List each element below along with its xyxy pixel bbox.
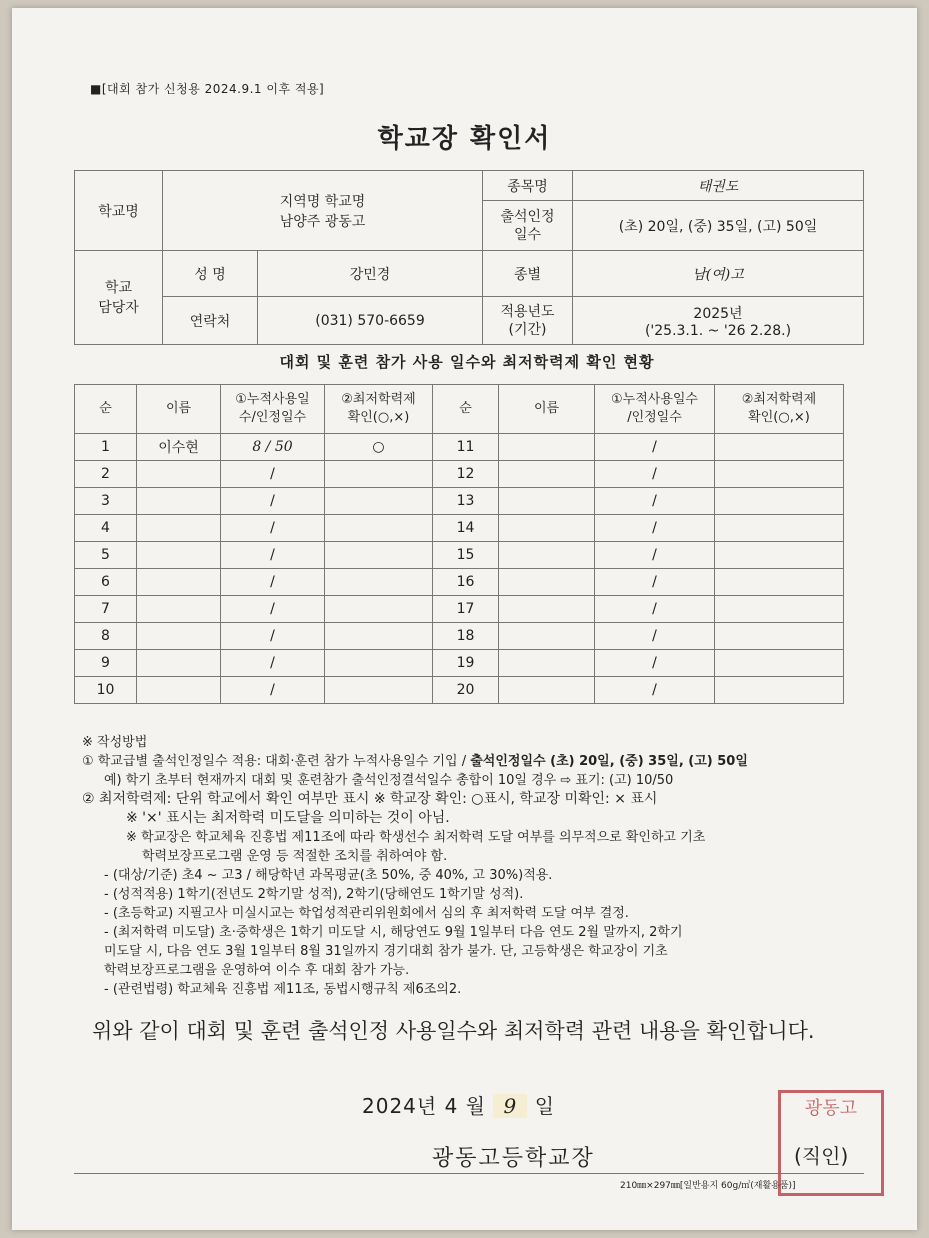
table-cell (325, 461, 433, 488)
table-cell: / (221, 461, 325, 488)
table-cell: / (595, 596, 715, 623)
note-line: 학력보장프로그램을 운영하여 이수 후 대회 참가 가능. (104, 963, 410, 978)
table-cell: 2 (75, 461, 137, 488)
status-table (74, 384, 844, 704)
table-cell: 9 (75, 650, 137, 677)
note-line: - (최저학력 미도달) 초·중학생은 1학기 미도달 시, 해당연도 9월 1일부터 다음 연도 2월 말까지, 2학기 (104, 925, 683, 940)
table-cell (499, 650, 595, 677)
attendance-value: (초) 20일, (중) 35일, (고) 50일 (573, 201, 864, 251)
note-line: - (관련법령) 학교체육 진흥법 제11조, 동법시행규칙 제6조의2. (104, 982, 462, 997)
date-month-unit: 월 (465, 1094, 486, 1118)
table-cell: / (221, 542, 325, 569)
table-cell: 16 (433, 569, 499, 596)
section-title: 대회 및 훈련 참가 사용 일수와 최저학력제 확인 현황 (279, 353, 655, 371)
issue-date (362, 1090, 555, 1119)
table-cell: / (221, 569, 325, 596)
year-cell (573, 297, 864, 345)
year-value: 2025년 (693, 305, 743, 322)
date-day: 9 (493, 1094, 527, 1118)
table-cell: 1 (75, 434, 137, 461)
table-cell: 10 (75, 677, 137, 704)
table-cell (499, 434, 595, 461)
document-page (12, 8, 917, 1230)
footer-divider (74, 1173, 864, 1174)
header-cell: 순 (433, 385, 499, 434)
principal-name: 광동고등학교장 (432, 1146, 595, 1171)
table-cell (715, 569, 844, 596)
table-cell (137, 623, 221, 650)
name-value: 강민경 (258, 251, 483, 297)
table-cell (325, 542, 433, 569)
note-line: - (초등학교) 지필고사 미실시교는 학업성적관리위원회에서 심의 후 최저학력 도달 여부 결정. (104, 906, 629, 921)
school-value: 남양주 광동고 (279, 213, 366, 230)
table-cell: 18 (433, 623, 499, 650)
notes-block (82, 733, 872, 999)
table-row (75, 488, 844, 515)
header-cell: ②최저학력제 확인(○,×) (715, 385, 844, 434)
table-cell (715, 596, 844, 623)
table-cell: / (221, 623, 325, 650)
page-title: 학교장 확인서 (377, 124, 552, 154)
header-cell: 이름 (137, 385, 221, 434)
note-line (82, 752, 872, 771)
year-label: 적용년도 (기간) (483, 297, 573, 345)
school-cell (163, 171, 483, 251)
info-table (74, 170, 864, 345)
table-cell: 7 (75, 596, 137, 623)
table-cell: / (221, 515, 325, 542)
header-cell: ①누적사용일수 /인정일수 (595, 385, 715, 434)
table-cell: / (595, 623, 715, 650)
note-text: ① 학교급별 출석인정일수 적용: 대회·훈련 참가 누적사용일수 기입 / (82, 754, 471, 769)
table-body (75, 434, 844, 704)
gender-label: 종별 (483, 251, 573, 297)
table-row (75, 569, 844, 596)
table-cell (137, 461, 221, 488)
table-cell: 8 / 50 (221, 434, 325, 461)
table-cell: / (595, 434, 715, 461)
table-cell (137, 596, 221, 623)
table-row (75, 623, 844, 650)
note-line: 예) 학기 초부터 현재까지 대회 및 훈련참가 출석인정결석일수 총합이 10일 경우 ⇨ 표기: (고) 10/50 (104, 773, 674, 788)
notes-heading: ※ 작성방법 (82, 735, 148, 750)
school-label: 학교명 (75, 171, 163, 251)
table-cell (715, 623, 844, 650)
table-cell (499, 515, 595, 542)
table-cell: / (595, 569, 715, 596)
table-cell (499, 623, 595, 650)
table-cell: / (595, 515, 715, 542)
table-cell: / (595, 677, 715, 704)
note-line: 학력보장프로그램 운영 등 적절한 조치를 취하여야 함. (142, 849, 448, 864)
note-emphasis: 출석인정일수 (초) 20일, (중) 35일, (고) 50일 (470, 754, 748, 769)
table-row (75, 677, 844, 704)
name-label: 성 명 (163, 251, 258, 297)
table-cell (137, 650, 221, 677)
table-cell: 17 (433, 596, 499, 623)
table-cell (325, 569, 433, 596)
table-cell: / (221, 488, 325, 515)
table-cell: 이수현 (137, 434, 221, 461)
table-cell (325, 677, 433, 704)
table-cell: 15 (433, 542, 499, 569)
manager-label: 학교 담당자 (75, 251, 163, 345)
table-cell: / (221, 677, 325, 704)
note-line: - (성적적용) 1학기(전년도 2학기말 성적), 2학기(당해연도 1학기말 성적). (104, 887, 524, 902)
table-cell (715, 650, 844, 677)
table-cell: 4 (75, 515, 137, 542)
table-cell: 5 (75, 542, 137, 569)
table-cell (137, 488, 221, 515)
gender-value: 남(여)고 (573, 251, 864, 297)
table-row (75, 596, 844, 623)
table-cell (325, 596, 433, 623)
confirm-text: 위와 같이 대회 및 훈련 출석인정 사용일수와 최저학력 관련 내용을 확인합니다. (92, 1019, 815, 1043)
note-line: ※ '×' 표시는 최저학력 미도달을 의미하는 것이 아님. (126, 810, 450, 826)
table-row (75, 542, 844, 569)
table-cell (499, 677, 595, 704)
table-cell (325, 488, 433, 515)
header-note: ■[대회 참가 신청용 2024.9.1 이후 적용] (90, 82, 325, 96)
header-cell: ①누적사용일 수/인정일수 (221, 385, 325, 434)
table-row (75, 650, 844, 677)
note-line: - (대상/기준) 초4 ~ 고3 / 해당학년 과목평균(초 50%, 중 40%, 고 30%)적용. (104, 868, 553, 883)
table-cell (325, 623, 433, 650)
table-cell: / (595, 461, 715, 488)
table-cell (715, 488, 844, 515)
table-cell (499, 461, 595, 488)
table-cell: 6 (75, 569, 137, 596)
table-cell (499, 542, 595, 569)
table-cell: / (595, 542, 715, 569)
table-cell (715, 434, 844, 461)
contact-value: (031) 570-6659 (258, 297, 483, 345)
table-cell: 3 (75, 488, 137, 515)
table-cell (137, 569, 221, 596)
table-cell (325, 515, 433, 542)
table-cell (137, 677, 221, 704)
date-day-unit: 일 (534, 1094, 556, 1118)
table-cell: / (221, 596, 325, 623)
table-cell: 13 (433, 488, 499, 515)
table-cell (715, 542, 844, 569)
table-row (75, 461, 844, 488)
note-line: ② 최저학력제: 단위 학교에서 확인 여부만 표시 ※ 학교장 확인: ○표시, 학교장 미확인: × 표시 (82, 791, 658, 807)
school-sub-label: 지역명 학교명 (279, 193, 366, 210)
table-cell: / (221, 650, 325, 677)
table-cell: 12 (433, 461, 499, 488)
table-cell (715, 461, 844, 488)
table-cell: / (595, 650, 715, 677)
official-seal-stamp: 광동고 (778, 1090, 884, 1196)
table-cell (325, 650, 433, 677)
sport-label: 종목명 (483, 171, 573, 201)
header-cell: 순 (75, 385, 137, 434)
table-cell: 19 (433, 650, 499, 677)
table-cell (499, 569, 595, 596)
seal-label: (직인) (794, 1144, 849, 1168)
date-year: 2024년 (362, 1094, 438, 1118)
attendance-label: 출석인정 일수 (483, 201, 573, 251)
table-cell: 20 (433, 677, 499, 704)
table-cell: 14 (433, 515, 499, 542)
table-cell (499, 596, 595, 623)
header-cell: ②최저학력제 확인(○,×) (325, 385, 433, 434)
sport-value: 태권도 (573, 171, 864, 201)
table-cell (137, 515, 221, 542)
table-cell: / (595, 488, 715, 515)
table-header-row (75, 385, 844, 434)
note-line: 미도달 시, 다음 연도 3월 1일부터 8월 31일까지 경기대회 참가 불가. 단, 고등학생은 학교장이 기초 (104, 944, 668, 959)
period-value: ('25.3.1. ~ '26 2.28.) (644, 322, 792, 339)
note-line: ※ 학교장은 학교체육 진흥법 제11조에 따라 학생선수 최저학력 도달 여부를 의무적으로 확인하고 기초 (126, 830, 706, 845)
table-cell (715, 677, 844, 704)
table-cell: ○ (325, 434, 433, 461)
paper-spec-footer: 210㎜×297㎜[일반용지 60g/㎡(재활용품)] (620, 1181, 796, 1191)
table-cell (499, 488, 595, 515)
table-cell: 8 (75, 623, 137, 650)
contact-label: 연락처 (163, 297, 258, 345)
date-month: 4 (444, 1094, 459, 1118)
table-cell (137, 542, 221, 569)
table-cell (715, 515, 844, 542)
table-cell: 11 (433, 434, 499, 461)
header-cell: 이름 (499, 385, 595, 434)
table-row (75, 434, 844, 461)
table-row (75, 515, 844, 542)
